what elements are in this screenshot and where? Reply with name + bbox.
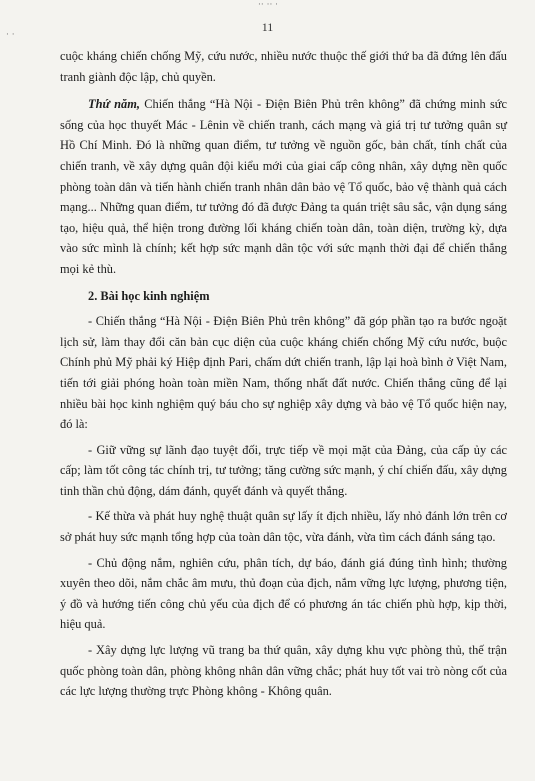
page-number: 11 <box>261 20 274 34</box>
section-heading: 2. Bài học kinh nghiệm <box>88 288 210 303</box>
paragraph-lead: Thứ năm, <box>88 97 140 112</box>
lesson-item-1: - Giữ vững sự lãnh đạo tuyệt đối, trực tiếp về mọi mặt của Đảng, của cấp ủy các cấp; làm tốt công tác chính trị, tư tưởng; tăng cường sức mạnh, ý chí chiến đấu, xây dựng tinh thần chủ động, dám đánh, quyết đánh và quyết thắng. <box>60 442 507 498</box>
lesson-item-3: - Chủ động nắm, nghiên cứu, phân tích, dự báo, đánh giá đúng tình hình; thường xuyên theo dõi, nắm chắc âm mưu, thủ đoạn của địch, nắm vững lực lượng, phương tiện, ý đồ và hướng tiến công chủ yếu của địch để có phương án tác chiến phù hợp, kịp thời, hiệu quả. <box>60 555 507 632</box>
paragraph-body: Chiến thắng “Hà Nội - Điện Biên Phủ trên không” đã chứng minh sức sống của học thuyết Mác - Lênin về chiến tranh, cách mạng và giá trị tư tưởng quân sự Hồ Chí Minh. Đó là những quan điểm, tư tưởng về nguồn gốc, bản chất, tính chất của chiến tranh, về xây dựng quân đội kiểu mới của giai cấp công nhân, xây dựng nền quốc phòng toàn dân và tiến hành chiến tranh nhân dân bảo vệ Tổ quốc, bảo vệ thành quả cách mạng... Những quan điểm, tư tưởng đó đã được Đảng ta quán triệt sâu sắc, vận dụng sáng tạo, hiệu quả, thể hiện trong đường lối kháng chiến toàn dân, toàn diện, trường kỳ, dựa vào sức mình là chính; kết hợp sức mạnh dân tộc với sức mạnh thời đại để chiến thắng mọi kẻ thù. <box>60 97 507 276</box>
lesson-item-2: - Kế thừa và phát huy nghệ thuật quân sự lấy ít địch nhiều, lấy nhỏ đánh lớn trên cơ sở phát huy sức mạnh tổng hợp của toàn dân tộc, vừa đánh, vừa tìm cách đánh sáng tạo. <box>60 509 507 545</box>
paragraph-1: cuộc kháng chiến chống Mỹ, cứu nước, nhiều nước thuộc thế giới thứ ba đã đứng lên đấu tranh giành độc lập, chủ quyền. <box>60 49 507 84</box>
paragraph-thu-nam <box>60 94 507 279</box>
lesson-item-4: - Xây dựng lực lượng vũ trang ba thứ quân, xây dựng khu vực phòng thủ, thế trận quốc phòng toàn dân, phòng không nhân dân vững chắc; phát huy tốt vai trò nòng cốt của các lực lượng thường trực Phòng không - Không quân. <box>60 643 507 699</box>
scan-artifact-left: · · <box>6 30 15 40</box>
document-body <box>60 46 507 702</box>
paragraph-3: - Chiến thắng “Hà Nội - Điện Biên Phủ trên không” đã góp phần tạo ra bước ngoặt lịch sử, làm thay đổi căn bản cục diện của cuộc kháng chiến chống Mỹ cứu nước, buộc Chính phủ Mỹ phải ký Hiệp định Pari, chấm dứt chiến tranh, lập lại hoà bình ở Việt Nam, tiến tới giải phóng hoàn toàn miền Nam, thống nhất đất nước. Chiến thắng cũng để lại nhiều bài học kinh nghiệm quý báu cho sự nghiệp xây dựng và bảo vệ Tổ quốc hiện nay, đó là: <box>60 314 507 432</box>
scan-artifact-top: ·· ·· · <box>258 0 279 10</box>
